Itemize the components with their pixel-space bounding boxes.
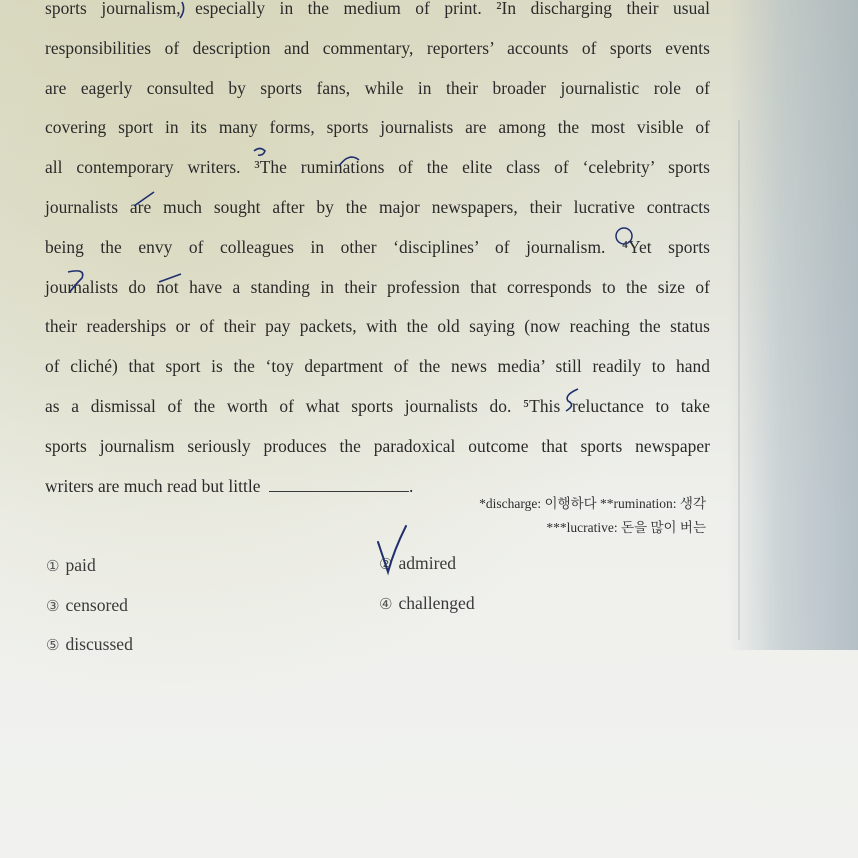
passage-line: their readerships or of their pay packets, with the old saying (now reaching the status [45, 316, 710, 337]
passage-line: of cliché) that sport is the ‘toy department of the news media’ still readily to hand [45, 356, 710, 377]
choice-text: admired [398, 553, 457, 573]
choice-number: ① [46, 557, 60, 575]
choice-text: challenged [398, 593, 475, 613]
choice-3[interactable] [46, 595, 128, 616]
choice-number: ⑤ [46, 636, 60, 654]
passage-line: sports journalism seriously produces the paradoxical outcome that sports newspaper [45, 435, 710, 456]
passage-line: all contemporary writers. ³The ruminations of the elite class of ‘celebrity’ sports [45, 157, 710, 178]
blank-period: . [408, 475, 414, 496]
passage-line: being the envy of colleagues in other ‘disciplines’ of journalism. ⁴Yet sports [45, 236, 710, 257]
page-fold [738, 120, 740, 640]
choice-text: paid [65, 555, 96, 575]
passage-line: journalists are much sought after by the major newspapers, their lucrative contracts [45, 196, 710, 217]
footnote-line: *discharge: 이행하다 **rumination: 생각 [479, 496, 706, 511]
choice-2[interactable] [379, 553, 456, 574]
passage-line: sports journalism, especially in the medium of print. ²In discharging their usual [45, 0, 710, 18]
passage [45, 0, 710, 506]
choice-5[interactable] [46, 634, 133, 655]
passage-line: journalists do not have a standing in their profession that corresponds to the size of [45, 276, 710, 297]
choice-text: discussed [65, 634, 133, 654]
footnote-line: ***lucrative: 돈을 많이 버는 [546, 520, 706, 535]
choice-1[interactable] [46, 555, 96, 576]
answer-blank [269, 479, 409, 492]
passage-line: writers are much read but little [45, 475, 261, 496]
passage-line: are eagerly consulted by sports fans, while in their broader journalistic role of [45, 77, 710, 98]
choice-number: ④ [379, 595, 393, 613]
passage-line: responsibilities of description and commentary, reporters’ accounts of sports events [45, 37, 710, 58]
page-shadow [728, 0, 858, 650]
footnotes [479, 492, 706, 540]
passage-line: as a dismissal of the worth of what sports journalists do. ⁵This reluctance to take [45, 395, 710, 416]
choice-number: ② [379, 555, 393, 573]
passage-line: covering sport in its many forms, sports journalists are among the most visible of [45, 117, 710, 138]
choice-number: ③ [46, 597, 60, 615]
choice-4[interactable] [379, 593, 475, 614]
choice-text: censored [65, 595, 128, 615]
